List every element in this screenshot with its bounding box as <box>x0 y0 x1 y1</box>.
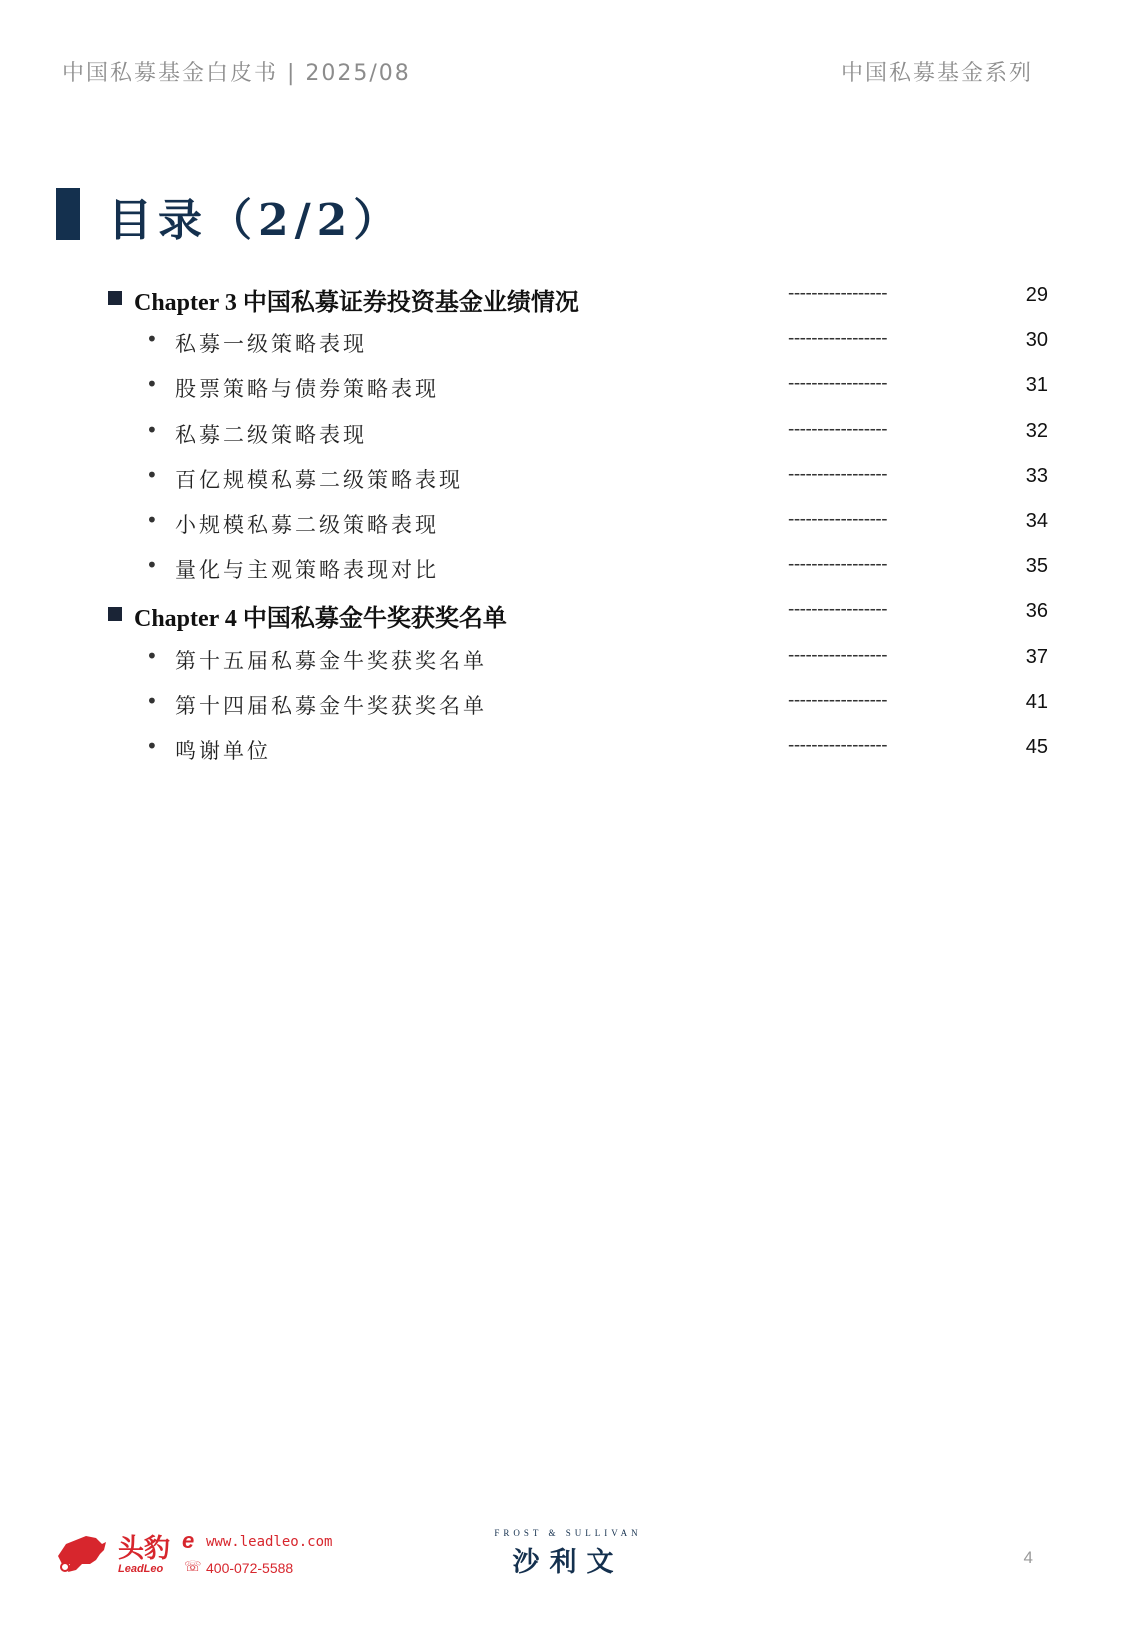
toc-item-label: 第十五届私募金牛奖获奖名单 <box>175 649 487 673</box>
toc-chapter-row[interactable] <box>0 598 1125 630</box>
toc-page-number: 33 <box>1025 465 1048 487</box>
toc-page-number: 37 <box>1025 646 1048 668</box>
toc-leader: ----------------- <box>788 464 888 485</box>
toc-leader: ----------------- <box>788 690 888 711</box>
toc-chapter-label: Chapter 3 中国私募证券投资基金业绩情况 <box>134 290 579 316</box>
toc-item-row[interactable] <box>0 463 1125 495</box>
frost-sullivan-cn: 沙利文 <box>512 1547 624 1578</box>
toc-item-row[interactable] <box>0 508 1125 540</box>
toc-leader: ----------------- <box>788 509 888 530</box>
toc-chapter-label: Chapter 4 中国私募金牛奖获奖名单 <box>134 606 507 632</box>
bullet-icon: • <box>146 734 158 758</box>
toc-leader: ----------------- <box>788 554 888 575</box>
page-title: 目录（2/2） <box>108 195 404 246</box>
toc-item-row[interactable] <box>0 553 1125 585</box>
toc-leader: ----------------- <box>788 283 888 304</box>
toc-item-row[interactable] <box>0 734 1125 766</box>
toc-page-number: 30 <box>1025 329 1048 351</box>
toc-page-number: 45 <box>1025 736 1048 758</box>
toc-chapter-row[interactable] <box>0 282 1125 314</box>
leadleo-phone: 400-072-5588 <box>206 1560 294 1576</box>
leadleo-logo <box>56 1528 346 1588</box>
frost-sullivan-logo <box>488 1528 648 1588</box>
toc-item-row[interactable] <box>0 689 1125 721</box>
web-e-icon: e <box>182 1528 195 1553</box>
toc-page-number: 32 <box>1025 420 1048 442</box>
toc-page-number: 31 <box>1025 374 1048 396</box>
toc-leader: ----------------- <box>788 373 888 394</box>
toc-item-label: 鸣谢单位 <box>175 739 271 763</box>
chapter-square-icon <box>108 607 122 621</box>
header-right-text: 中国私募基金系列 <box>840 61 1033 86</box>
leadleo-name-en: LeadLeo <box>118 1563 164 1575</box>
toc-item-label: 百亿规模私募二级策略表现 <box>175 468 463 492</box>
bullet-icon: • <box>146 689 158 713</box>
bullet-icon: • <box>146 372 158 396</box>
leopard-logo-icon <box>56 1534 108 1574</box>
toc-item-label: 量化与主观策略表现对比 <box>175 558 439 582</box>
toc-page-number: 29 <box>1025 284 1048 306</box>
toc-item-row[interactable] <box>0 327 1125 359</box>
title-accent-bar <box>56 188 80 240</box>
toc-page-number: 34 <box>1025 510 1048 532</box>
toc-item-row[interactable] <box>0 418 1125 450</box>
toc-item-label: 私募一级策略表现 <box>175 332 367 356</box>
bullet-icon: • <box>146 644 158 668</box>
bullet-icon: • <box>146 327 158 351</box>
toc-page-number: 41 <box>1025 691 1048 713</box>
toc-leader: ----------------- <box>788 419 888 440</box>
header-left-text: 中国私募基金白皮书 | 2025/08 <box>62 61 411 86</box>
toc-item-label: 小规模私募二级策略表现 <box>175 513 439 537</box>
toc-item-label: 私募二级策略表现 <box>175 423 367 447</box>
leadleo-name-cn: 头豹 <box>118 1534 171 1564</box>
bullet-icon: • <box>146 508 158 532</box>
page-number: 4 <box>1023 1548 1033 1567</box>
toc-item-row[interactable] <box>0 372 1125 404</box>
bullet-icon: • <box>146 418 158 442</box>
toc-leader: ----------------- <box>788 735 888 756</box>
frost-sullivan-en: FROST & SULLIVAN <box>494 1528 642 1538</box>
toc-item-label: 第十四届私募金牛奖获奖名单 <box>175 694 487 718</box>
toc-page-number: 36 <box>1025 600 1048 622</box>
phone-icon: ☏ <box>184 1559 202 1575</box>
toc-item-label: 股票策略与债券策略表现 <box>175 377 439 401</box>
chapter-square-icon <box>108 291 122 305</box>
leadleo-url[interactable]: www.leadleo.com <box>206 1534 333 1550</box>
toc-page-number: 35 <box>1025 555 1048 577</box>
toc-leader: ----------------- <box>788 645 888 666</box>
bullet-icon: • <box>146 463 158 487</box>
bullet-icon: • <box>146 553 158 577</box>
toc-leader: ----------------- <box>788 328 888 349</box>
toc-item-row[interactable] <box>0 644 1125 676</box>
toc-leader: ----------------- <box>788 599 888 620</box>
